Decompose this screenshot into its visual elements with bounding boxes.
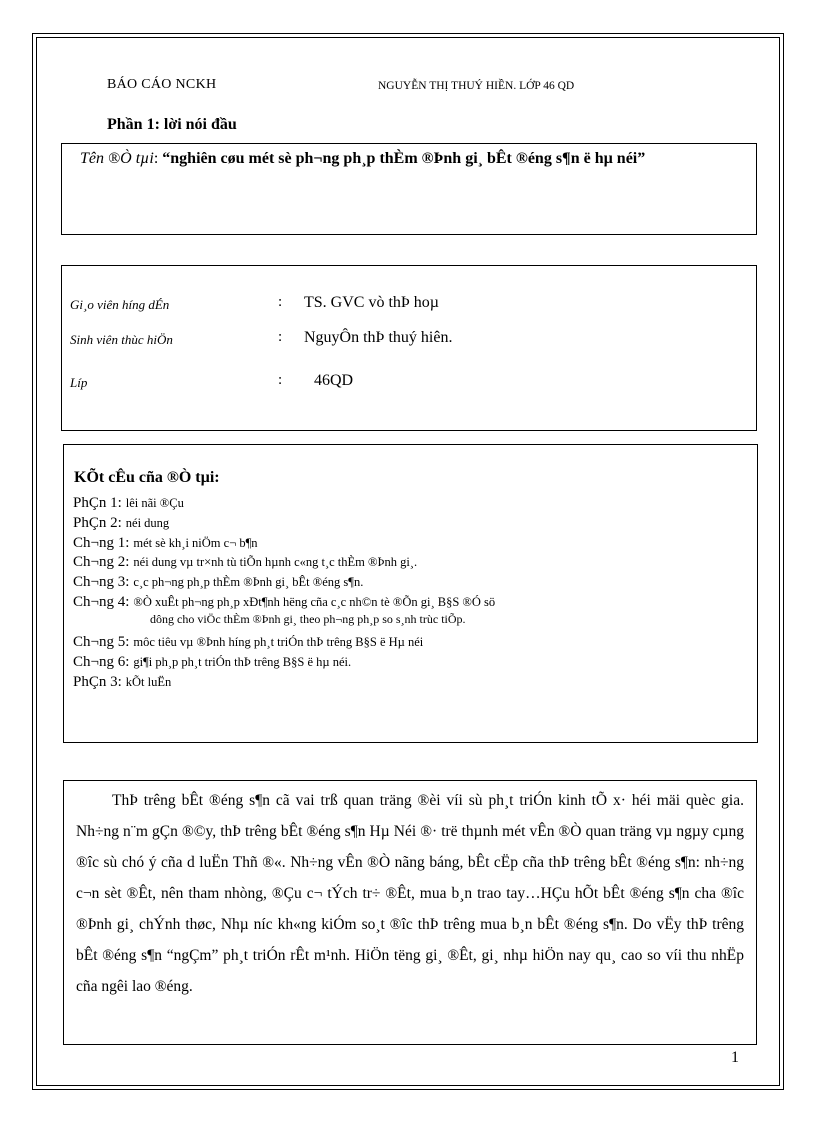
info-row-student <box>70 329 740 351</box>
list-item <box>73 554 743 574</box>
info-value: TS. GVC vò thÞ hoµ <box>304 294 440 311</box>
part1-title: Phần 1: lời nói đầu <box>107 116 237 133</box>
list-item-text: c¸c ph¬ng ph¸p thÈm ®Þnh gi¸ bÊt ®éng s¶n. <box>133 575 364 590</box>
list-item-prefix: PhÇn 3: <box>73 673 122 690</box>
list-item <box>73 594 743 634</box>
list-item-prefix: Ch¬ng 1: <box>73 534 130 551</box>
structure-box <box>63 444 758 743</box>
info-value: 46QD <box>314 372 354 389</box>
list-item-text: môc tiêu vµ ®Þnh híng ph¸t triÓn thÞ trêng B§S ë Hµ néi <box>133 634 424 649</box>
list-item <box>73 535 743 555</box>
header-left: BÁO CÁO NCKH <box>107 77 217 92</box>
list-item-prefix: PhÇn 1: <box>73 495 122 511</box>
info-box <box>61 265 757 431</box>
list-item-prefix: Ch¬ng 3: <box>73 574 130 591</box>
structure-title: KÕt cÊu cña ®Ò tµi: <box>74 469 220 486</box>
topic-line: Tên ®Ò tµi: “nghiên cøu mét sè ph¬ng ph¸p thÈm ®Þnh gi¸ bÊt ®éng s¶n ë hµ néi” <box>80 150 646 167</box>
list-item-text: mét sè kh¸i niÖm c¬ b¶n <box>133 535 258 550</box>
info-value: NguyÔn thÞ thuý hiên. <box>304 329 453 346</box>
list-item <box>73 574 743 594</box>
info-label: Sinh viên thùc hiÖn <box>70 332 173 347</box>
list-item <box>73 515 743 535</box>
intro-paragraph: ThÞ trêng bÊt ®éng s¶n cã vai trß quan träng ®èi víi sù ph¸t triÓn kinh tÕ x· héi mäi quèc gia. Nh÷ng n¨m gÇn ®©y, thÞ trêng bÊt ®éng s¶n Hµ Néi ®· trë thµnh mét vÊn ®Ò quan träng vµ ngµy cµng ®îc sù chó ý cña d luËn Thñ ®«. Nh÷ng vÊn ®Ò nãng báng, bÊt cËp cña thÞ trêng bÊt ®éng s¶n: nh÷ng c¬n sèt ®Êt, nên tham nhòng, ®Çu c¬ tÝch tr÷ ®Êt, mua b¸n trao tay…HÇu hÕt bÊt ®éng s¶n cha ®îc ®Þnh gi¸ chÝnh thøc, Nhµ níc kh«ng kiÓm so¸t ®îc thÞ trêng mua b¸n bÊt ®éng s¶n. Do vËy thÞ trêng bÊt ®éng s¶n “ngÇm” ph¸t triÓn rÊt m¹nh. HiÖn tëng gi¸ ®Êt, gi¸ nhµ hiÖn nay qu¸ cao so víi thu nhËp cña ngêi lao ®éng. <box>76 792 744 995</box>
info-label: Líp <box>70 375 88 390</box>
list-item-text: ®Ò xuÊt ph¬ng ph¸p xÐt¶nh hëng cña c¸c nh©n tè ®Õn gi¸ B§S ®Ó sö <box>133 594 496 609</box>
list-item <box>73 674 743 694</box>
list-item-prefix: Ch¬ng 2: <box>73 554 130 571</box>
list-item-prefix: Ch¬ng 4: <box>73 593 130 610</box>
info-row-supervisor <box>70 294 740 316</box>
info-colon: : <box>278 329 283 345</box>
info-row-class <box>70 372 740 394</box>
list-item-text: lêi nãi ®Çu <box>125 496 184 510</box>
list-item-text-continued: dông cho viÖc thÈm ®Þnh gi¸ theo ph¬ng ph¸p so s¸nh trùc tiÕp. <box>150 611 466 626</box>
page-number: 1 <box>731 1049 739 1066</box>
header-right: NGUYỄN THỊ THUÝ HIỀN. LỚP 46 QD <box>378 80 575 92</box>
list-item <box>73 495 743 515</box>
topic-box <box>61 143 757 235</box>
list-item-text: néi dung vµ tr×nh tù tiÕn hµnh c«ng t¸c thÈm ®Þnh gi¸. <box>133 555 418 570</box>
topic-value: “nghiên cøu mét sè ph¬ng ph¸p thÈm ®Þnh gi¸ bÊt ®éng s¶n ë hµ néi” <box>162 150 646 167</box>
list-item-prefix: Ch¬ng 6: <box>73 653 130 670</box>
info-colon: : <box>278 372 283 388</box>
topic-label: Tên ®Ò tµi <box>80 150 154 167</box>
info-colon: : <box>278 294 283 310</box>
info-label: Gi¸o viên híng dÉn <box>70 297 170 312</box>
list-item <box>73 634 743 654</box>
intro-paragraph-box <box>63 780 757 1045</box>
structure-list <box>73 495 743 693</box>
list-item-prefix: PhÇn 2: <box>73 514 122 531</box>
list-item <box>73 654 743 674</box>
list-item-text: kÕt luËn <box>125 674 172 689</box>
list-item-prefix: Ch¬ng 5: <box>73 633 130 650</box>
list-item-text: néi dung <box>125 515 170 530</box>
list-item-text: gi¶i ph¸p ph¸t triÓn thÞ trêng B§S ë hµ néi. <box>133 654 352 669</box>
